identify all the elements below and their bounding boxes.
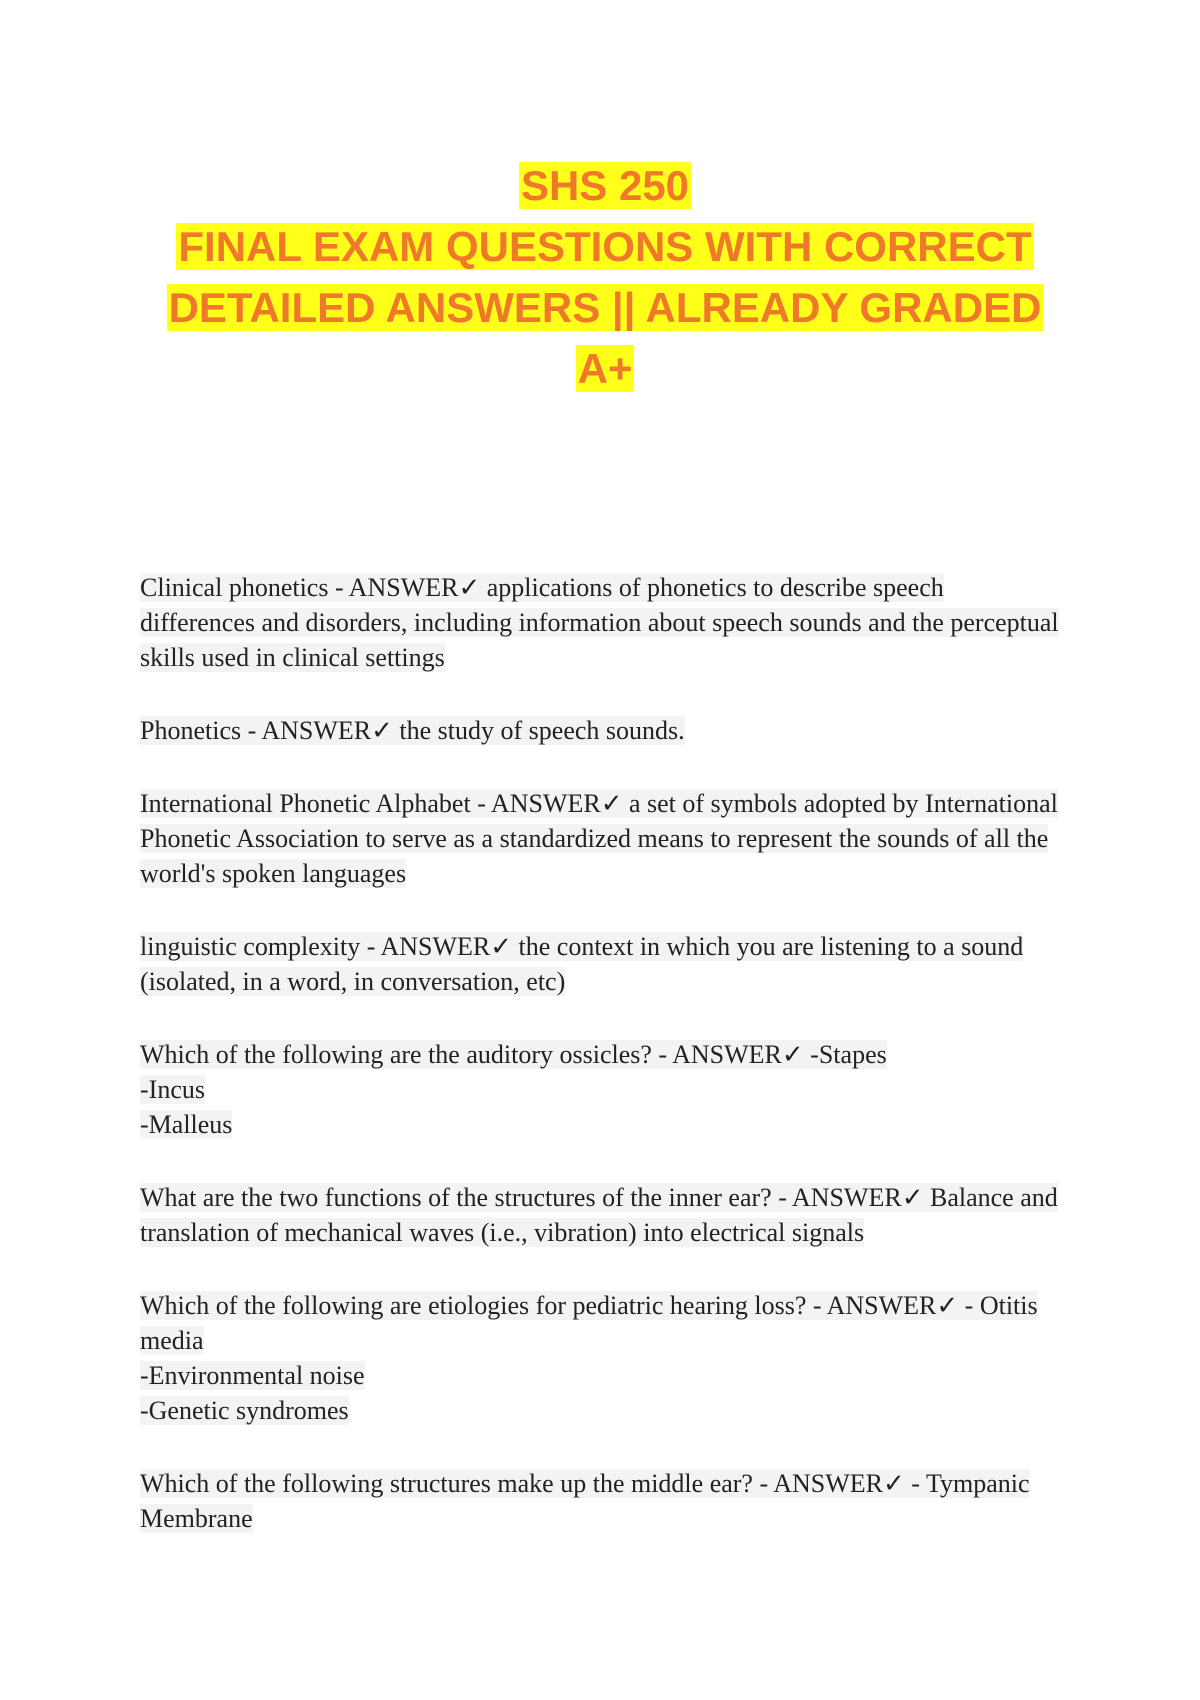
document-title bbox=[150, 155, 1060, 399]
qa-item bbox=[140, 1037, 1060, 1142]
qa-item-text: What are the two functions of the structures of the inner ear? - ANSWER✓ Balance and translation of mechanical waves (i.e., vibration) into electrical signals bbox=[140, 1183, 1058, 1247]
qa-item-text: Which of the following are etiologies for pediatric hearing loss? - ANSWER✓ - Otitis media -Environmental noise -Genetic syndromes bbox=[140, 1291, 1038, 1425]
title-subheading-text: FINAL EXAM QUESTIONS WITH CORRECT DETAILED ANSWERS || ALREADY GRADED A+ bbox=[168, 223, 1042, 392]
qa-item-text: Clinical phonetics - ANSWER✓ applications of phonetics to describe speech differences and disorders, including information about speech sounds and the perceptual skills used in clinical settings bbox=[140, 573, 1059, 672]
qa-list bbox=[140, 570, 1060, 1536]
course-code-text: SHS 250 bbox=[520, 162, 690, 209]
qa-item bbox=[140, 570, 1060, 675]
qa-item-text: linguistic complexity - ANSWER✓ the context in which you are listening to a sound (isolated, in a word, in conversation, etc) bbox=[140, 932, 1024, 996]
qa-item-text: Phonetics - ANSWER✓ the study of speech sounds. bbox=[140, 716, 685, 745]
qa-item bbox=[140, 1288, 1060, 1428]
title-subheading bbox=[150, 216, 1060, 399]
qa-item bbox=[140, 786, 1060, 891]
course-code bbox=[150, 155, 1060, 216]
qa-item-text: International Phonetic Alphabet - ANSWER✓ a set of symbols adopted by International Phonetic Association to serve as a standardized means to represent the sounds of all the world's spoken languages bbox=[140, 789, 1058, 888]
qa-item bbox=[140, 1180, 1060, 1250]
qa-item bbox=[140, 1466, 1060, 1536]
qa-item-text: Which of the following are the auditory ossicles? - ANSWER✓ -Stapes -Incus -Malleus bbox=[140, 1040, 887, 1139]
qa-item bbox=[140, 713, 1060, 748]
qa-item bbox=[140, 929, 1060, 999]
qa-item-text: Which of the following structures make up the middle ear? - ANSWER✓ - Tympanic Membrane bbox=[140, 1469, 1030, 1533]
